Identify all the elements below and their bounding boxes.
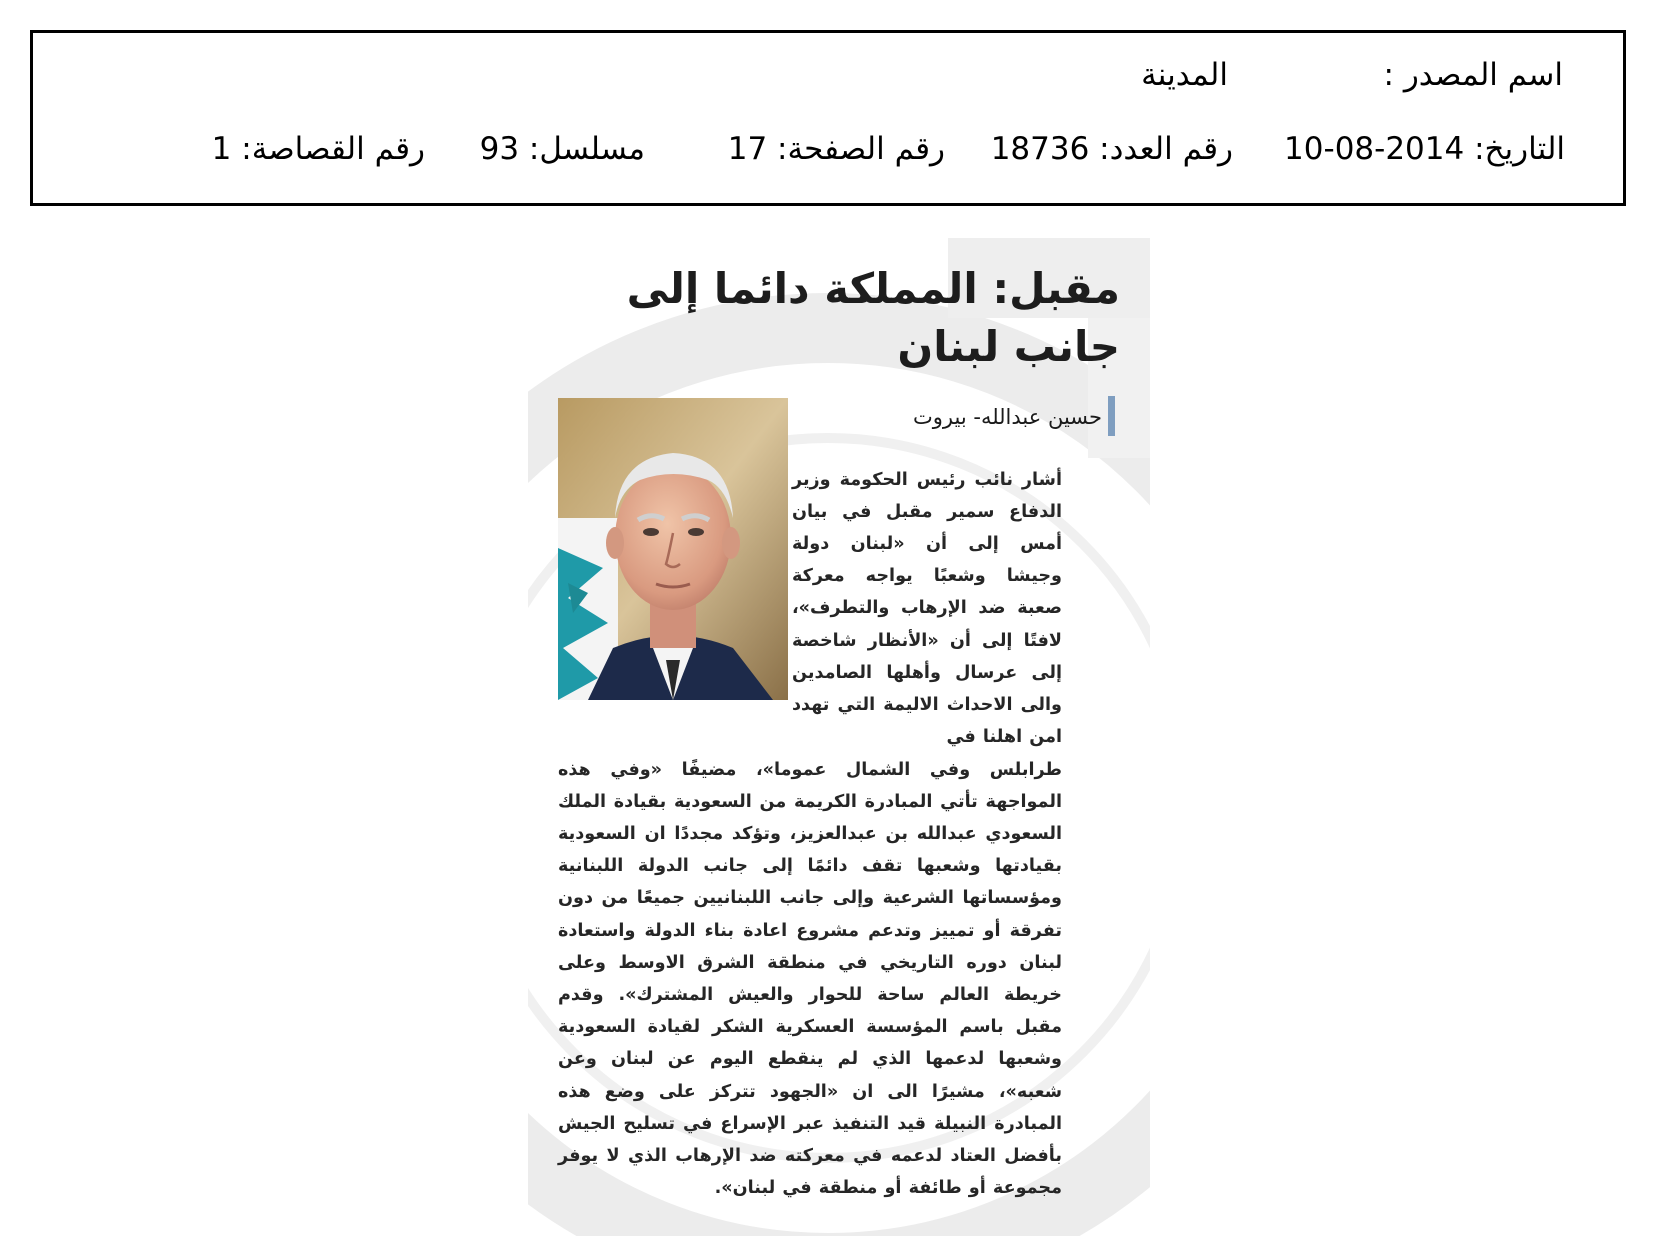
article-byline: حسين عبدالله- بيروت: [913, 405, 1102, 429]
article-headline: مقبل: المملكة دائما إلى جانب لبنان: [626, 264, 1120, 371]
serial-field: مسلسل: 93: [479, 131, 645, 167]
article-paragraph-intro: أشار نائب رئيس الحكومة وزير الدفاع سمير مقبل في بيان أمس إلى أن «لبنان دولة وجيشا وشعبًا يواجه معركة صعبة ضد الإرهاب والتطرف»، لافتًا إلى أن «الأنظار شاخصة إلى عرسال وأهلها الصامدين والى الاحداث الاليمة التي تهدد امن اهلنا في: [792, 469, 1062, 748]
date-field: التاريخ: 2014-08-10: [1284, 131, 1565, 167]
source-value: المدينة: [1141, 57, 1228, 93]
byline-accent-bar: [1108, 396, 1115, 436]
page-number-field: رقم الصفحة: 17: [727, 131, 945, 167]
clip-number-field: رقم القصاصة: 1: [211, 131, 425, 167]
newspaper-clipping: [528, 238, 1150, 1236]
article-paragraph-main: طرابلس وفي الشمال عموما»، مضيفًا «وفي هذه المواجهة تأتي المبادرة الكريمة من السعودية بقيادة الملك السعودي عبدالله بن عبدالعزيز، وتؤكد مجددًا ان السعودية بقيادتها وشعبها تقف دائمًا إلى جانب الدولة اللبنانية ومؤسساتها الشرعية وإلى جانب اللبنانيين جميعًا من دون تفرقة أو تمييز وتدعم مشروع اعادة بناء الدولة واستعادة لبنان دوره التاريخي في منطقة الشرق الاوسط وعلى خريطة العالم ساحة للحوار والعيش المشترك». وقدم مقبل باسم المؤسسة العسكرية الشكر لقيادة السعودية وشعبها لدعمها الذي لم ينقطع اليوم عن لبنان وعن شعبه»، مشيرًا الى ان «الجهود تتركز على وضع هذه المبادرة النبيلة قيد التنفيذ عبر الإسراع في تسليح الجيش بأفضل العتاد لدعمه في معركته ضد الإرهاب الذي لا يوفر مجموعة أو طائفة أو منطقة في لبنان».: [558, 759, 1062, 1199]
metadata-box: [30, 30, 1626, 206]
portrait-photo: [558, 398, 788, 700]
source-label: اسم المصدر :: [1383, 57, 1563, 93]
issue-number-field: رقم العدد: 18736: [990, 131, 1233, 167]
